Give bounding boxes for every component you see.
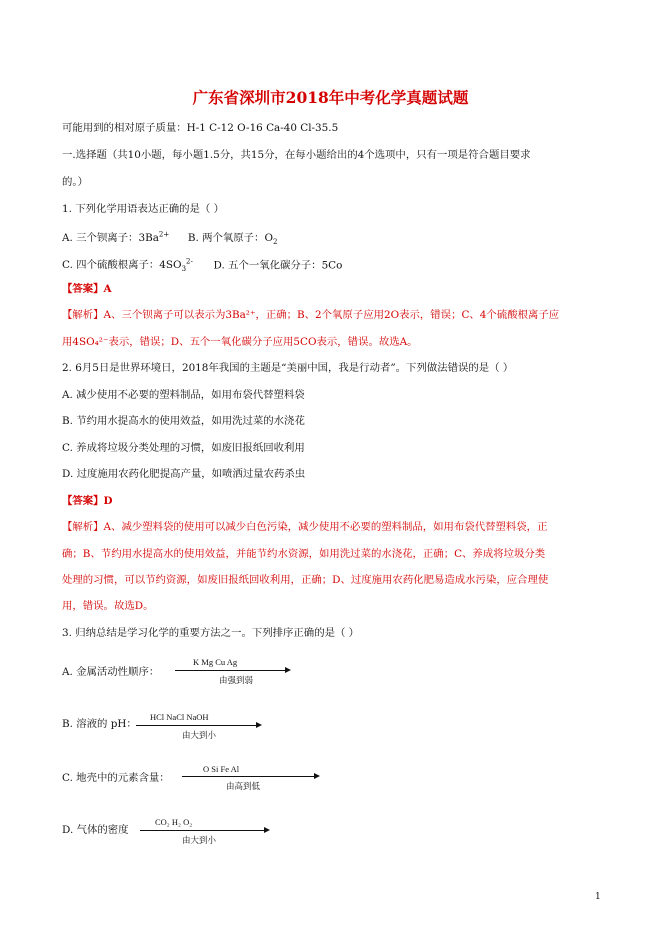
q3-c-arrowhead bbox=[314, 773, 320, 779]
atomic-masses: 可能用到的相对原子质量：H-1 C-12 O-16 Ca-40 Cl-35.5 bbox=[62, 122, 339, 134]
q2-option-b: B. 节约用水提高水的使用效益，如用洗过菜的水浇花 bbox=[62, 415, 305, 427]
q1-option-a: A. 三个钡离子：$3Ba^{2+}$ bbox=[62, 231, 170, 245]
page-title: 广东省深圳市2018年中考化学真题试题 bbox=[192, 88, 469, 107]
q2-stem: 2. 6月5日是世界环境日，2018年我国的主题是“美丽中国，我是行动者”。下列做法错误的是（ ） bbox=[62, 362, 514, 374]
q1-options-ab bbox=[62, 228, 277, 250]
q3-d-items: CO₂ H₂ O₂ bbox=[155, 817, 193, 827]
q2-analysis-cont-1: 确；B、节约用水提高水的使用效益，并能节约水资源，如用洗过菜的水浇花，正确；C、养成将垃圾分类 bbox=[62, 548, 546, 560]
q3-option-d-label: D. 气体的密度 bbox=[62, 824, 129, 836]
q3-a-caption: 由强到弱 bbox=[219, 675, 254, 685]
section-intro-cont: 的。） bbox=[62, 176, 88, 188]
q2-option-d: D. 过度施用农药化肥提高产量，如喷洒过量农药杀虫 bbox=[62, 468, 306, 480]
q3-b-caption: 由大到小 bbox=[182, 730, 217, 740]
q3-d-arrow bbox=[140, 830, 266, 831]
section-intro: 一.选择题（共10小题，每小题1.5分，共15分，在每小题给出的4个选项中，只有一项是符合题目要求 bbox=[62, 149, 531, 161]
q3-c-arrow bbox=[182, 776, 316, 777]
q3-a-arrowhead bbox=[285, 667, 291, 673]
q3-a-items: K Mg Cu Ag bbox=[193, 657, 238, 667]
q3-d-arrowhead bbox=[264, 827, 270, 833]
q2-analysis: 【解析】A、减少塑料袋的使用可以减少白色污染，减少使用不必要的塑料制品，如用布袋代替塑料袋，正 bbox=[62, 521, 548, 533]
q3-stem: 3. 归纳总结是学习化学的重要方法之一。下列排序正确的是（ ） bbox=[62, 627, 360, 639]
q1-options-cd bbox=[62, 255, 342, 277]
q1-analysis: 【解析】A、三个钡离子可以表示为3Ba²⁺，正确；B、2个氧原子应用2O表示，错误；C、4个硫酸根离子应 bbox=[62, 309, 560, 321]
q3-d-caption: 由大到小 bbox=[182, 835, 217, 845]
q2-option-c: C. 养成将垃圾分类处理的习惯，如废旧报纸回收利用 bbox=[62, 442, 305, 454]
page-number: 1 bbox=[595, 892, 601, 902]
q3-option-a-label: A. 金属活动性顺序： bbox=[62, 666, 160, 678]
q1-analysis-cont: 用4SO₄²⁻表示，错误；D、五个一氧化碳分子应用5CO表示，错误。故选A。 bbox=[62, 336, 418, 348]
q3-b-arrowhead bbox=[256, 722, 262, 728]
q3-b-items: HCl NaCl NaOH bbox=[150, 712, 209, 722]
q3-c-caption: 由高到低 bbox=[226, 781, 261, 791]
q1-option-d: D. 五个一氧化碳分子：5Co bbox=[213, 259, 343, 272]
q3-c-items: O Si Fe Al bbox=[203, 764, 240, 774]
q3-option-b-label: B. 溶液的 pH： bbox=[62, 718, 137, 730]
q2-analysis-cont-3: 用，错误。故选D。 bbox=[62, 600, 154, 612]
q3-a-arrow bbox=[175, 670, 287, 671]
q2-answer: 【答案】D bbox=[62, 495, 113, 507]
q1-stem: 1. 下列化学用语表达正确的是（ ） bbox=[62, 203, 224, 215]
q3-b-arrow bbox=[136, 725, 258, 726]
q2-analysis-cont-2: 处理的习惯，可以节约资源，如废旧报纸回收利用，正确；D、过度施用农药化肥易造成水污染，应合理使 bbox=[62, 574, 549, 586]
q1-answer: 【答案】A bbox=[62, 283, 112, 295]
q1-option-b: B. 两个氧原子：$O_2$ bbox=[187, 232, 278, 247]
q2-option-a: A. 减少使用不必要的塑料制品，如用布袋代替塑料袋 bbox=[62, 389, 305, 401]
q3-option-c-label: C. 地壳中的元素含量： bbox=[62, 772, 170, 784]
q1-option-c: C. 四个硫酸根离子：$4SO_3^{2-}$ bbox=[62, 258, 193, 274]
